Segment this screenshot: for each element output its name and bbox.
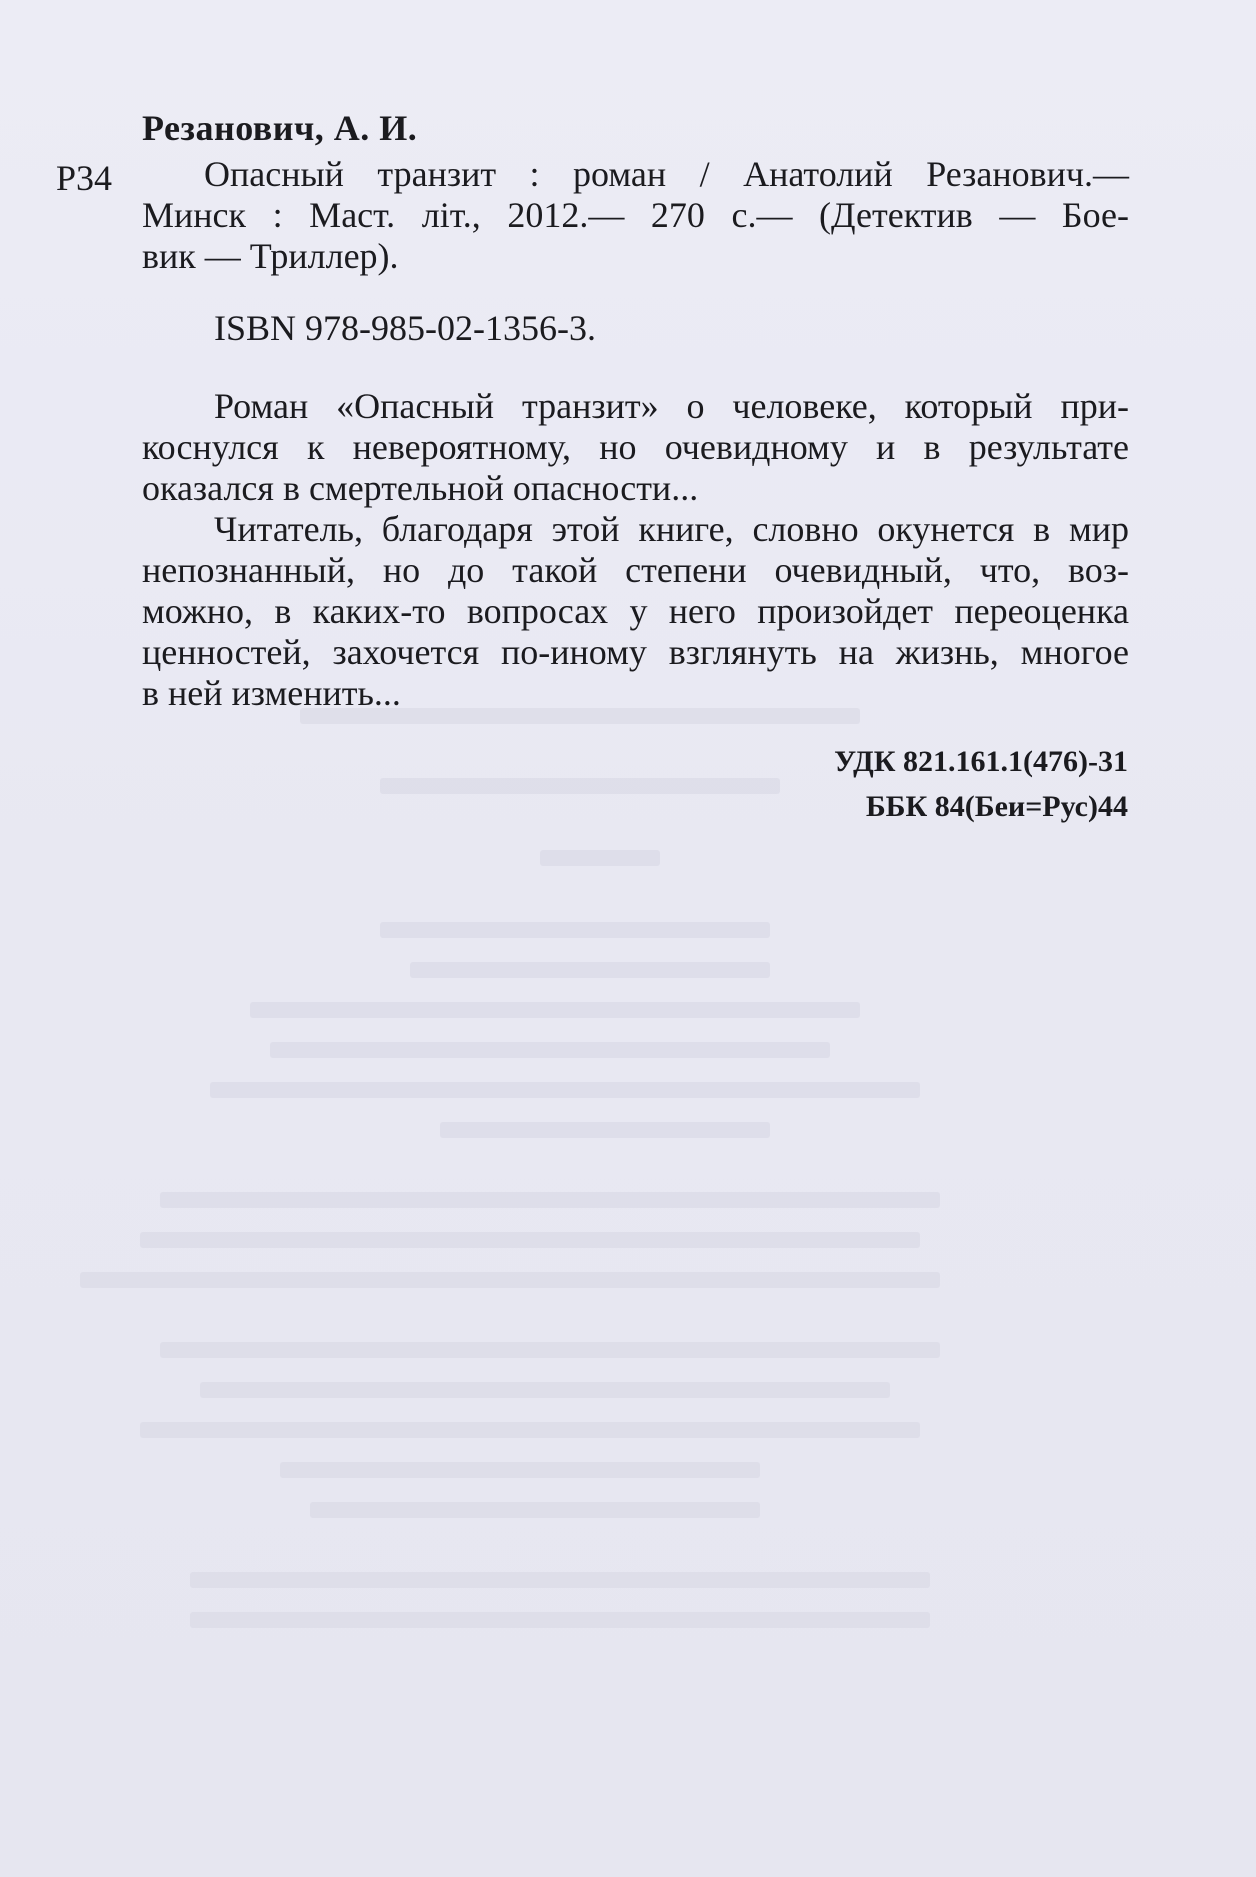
- bibliographic-citation: [142, 154, 1129, 277]
- isbn-number: ISBN 978-985-02-1356-3.: [214, 308, 596, 348]
- udk-index: УДК 821.161.1(476)-31: [834, 745, 1128, 778]
- annotation: [142, 386, 1129, 714]
- annotation-line: оказался в смертельной опасности...: [142, 468, 699, 508]
- bbk-index: ББК 84(Беи=Рус)44: [865, 790, 1128, 823]
- annotation-line: можно, в каких-то вопросах у него произойдет переоценка: [142, 591, 1129, 631]
- annotation-line: непознанный, но до такой степени очевидный, что, воз-: [142, 550, 1129, 590]
- citation-line: Опасный транзит : роман / Анатолий Резанович.—: [204, 154, 1129, 194]
- show-through-background: [80, 690, 1180, 1710]
- annotation-line: ценностей, захочется по-иному взглянуть на жизнь, многое: [142, 632, 1129, 672]
- citation-line: Минск : Маст. лiт., 2012.— 270 с.— (Детектив — Бое-: [142, 195, 1129, 235]
- author-heading: Резанович, А. И.: [142, 108, 418, 148]
- citation-line: вик — Триллер).: [142, 236, 399, 276]
- annotation-line: коснулся к невероятному, но очевидному и в результате: [142, 427, 1129, 467]
- annotation-line: Читатель, благодаря этой книге, словно окунется в мир: [214, 509, 1129, 549]
- annotation-line: в ней изменить...: [142, 673, 401, 713]
- classification-code: Р34: [56, 158, 113, 198]
- annotation-line: Роман «Опасный транзит» о человеке, который при-: [214, 386, 1129, 426]
